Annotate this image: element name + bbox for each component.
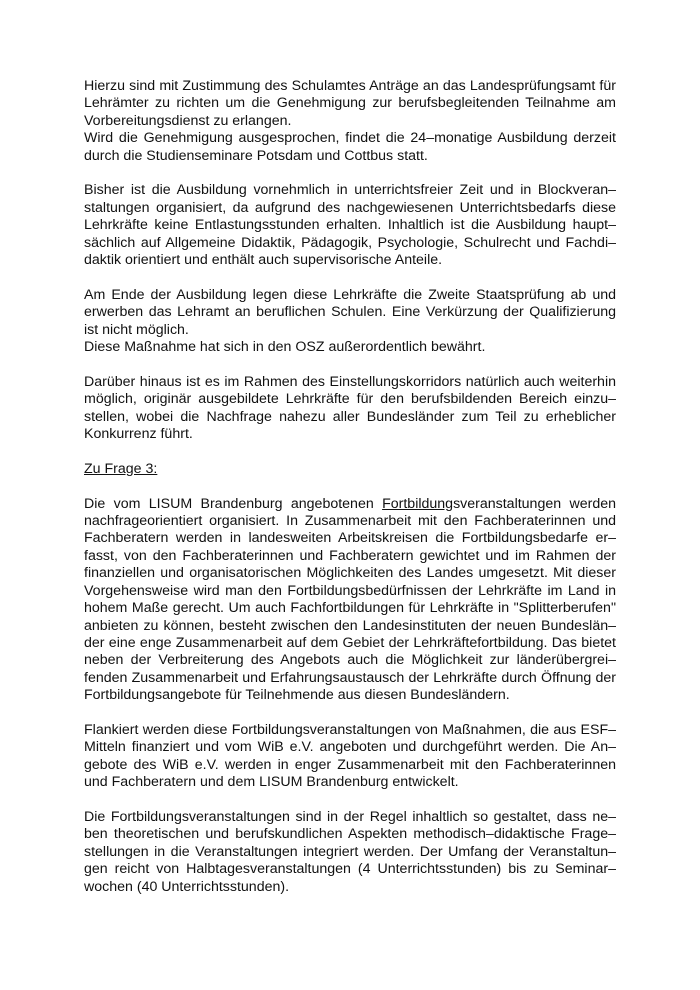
text-segment: Die vom LISUM Brandenburg angebotenen	[84, 495, 383, 512]
text-segment: sveranstaltungen werden nachfrageorientiert organisiert. In Zusammenarbeit mit den Fachberaterinnen und Fachberatern werden in landesweiten Arbeitskreisen die Fortbildungsbedarfe er– fasst, von den Fachberaterinnen und Fachberatern gewichtet und im Rahmen der finanziellen und organisatorischen Möglichkeiten des Landes umgesetzt. Mit dieser Vorgehensweise wird man den Fortbildungsbedürfnissen der Lehrkräfte im Land in hohem Maße gerecht. Um auch Fachfortbildungen für Lehrkräfte in "Splitterberufen" anbieten zu können, besteht zwischen den Landesinstituten der neuen Bundeslän– der eine enge Zusammenarbeit auf dem Gebiet der Lehrkräftefortbildung. Das bietet neben der Verbreiterung des Angebots auch die Möglichkeit zur länderübergrei– fenden Zusammenarbeit und Erfahrungsaustausch der Lehrkräfte durch Öffnung der Fortbildungsangebote für Teilnehmende aus diesen Bundesländern.	[84, 495, 616, 704]
paragraph-further-training	[84, 496, 616, 705]
paragraph-course-design: Die Fortbildungsveranstaltungen sind in der Regel inhaltlich so gestaltet, dass ne– ben theoretischen und berufskundlichen Aspekten methodisch–didaktische Frage– stellungen in die Veranstaltungen integriert werden. Der Umfang der Veranstaltun– gen reicht von Halbtagesveranstaltungen (4 Unterrichtsstunden) bis zu Seminar– wochen (40 Unterrichtsstunden).	[84, 808, 616, 895]
paragraph-hiring-corridor: Darüber hinaus ist es im Rahmen des Einstellungskorridors natürlich auch weiterhin möglich, originär ausgebildete Lehrkräfte für den berufsbildenden Bereich einzu– stellen, wobei die Nachfrage nahezu aller Bundesländer zum Teil zu erheblicher Konkurrenz führt.	[84, 373, 616, 443]
text-line: Wird die Genehmigung ausgesprochen, findet die 24–monatige Ausbildung derzeit durch die Studienseminare Potsdam und Cottbus statt.	[84, 130, 616, 164]
text-line: Am Ende der Ausbildung legen diese Lehrkräfte die Zweite Staatsprüfung ab und erwerben das Lehramt an beruflichen Schulen. Eine Verkürzung der Qualifizierung ist nicht möglich.	[84, 286, 616, 338]
text-line: Diese Maßnahme hat sich in den OSZ außerordentlich bewährt.	[84, 339, 486, 356]
text-line: Hierzu sind mit Zustimmung des Schulamtes Anträge an das Landesprüfungsamt für Lehrämter zu richten um die Genehmigung zur berufsbegleitenden Teilnahme am Vorbereitungsdienst zu erlangen.	[84, 78, 616, 129]
section-heading: Zu Frage 3:	[84, 460, 158, 477]
paragraph-esf-measures: Flankiert werden diese Fortbildungsveranstaltungen von Maßnahmen, die aus ESF– Mitteln finanziert und vom WiB e.V. angeboten und durchgeführt werden. Die An– gebote des WiB e.V. werden in enger Zusammenarbeit mit den Fachberaterinnen und Fachberatern und dem LISUM Brandenburg entwickelt.	[84, 721, 616, 791]
paragraph-state-exam	[84, 287, 616, 357]
paragraph-application	[84, 78, 616, 165]
document-page	[84, 78, 616, 913]
underlined-word: Fortbildung	[382, 495, 454, 512]
paragraph-training-organisation: Bisher ist die Ausbildung vornehmlich in unterrichtsfreier Zeit und in Blockveran– staltungen organisiert, da aufgrund des nachgewiesenen Unterrichtsbedarfs diese Lehrkräfte keine Entlastungsstunden erhalten. Inhaltlich ist die Ausbildung haupt– sächlich auf Allgemeine Didaktik, Pädagogik, Psychologie, Schulrecht und Fachdi– daktik orientiert und enthält auch supervisorische Anteile.	[84, 182, 616, 269]
